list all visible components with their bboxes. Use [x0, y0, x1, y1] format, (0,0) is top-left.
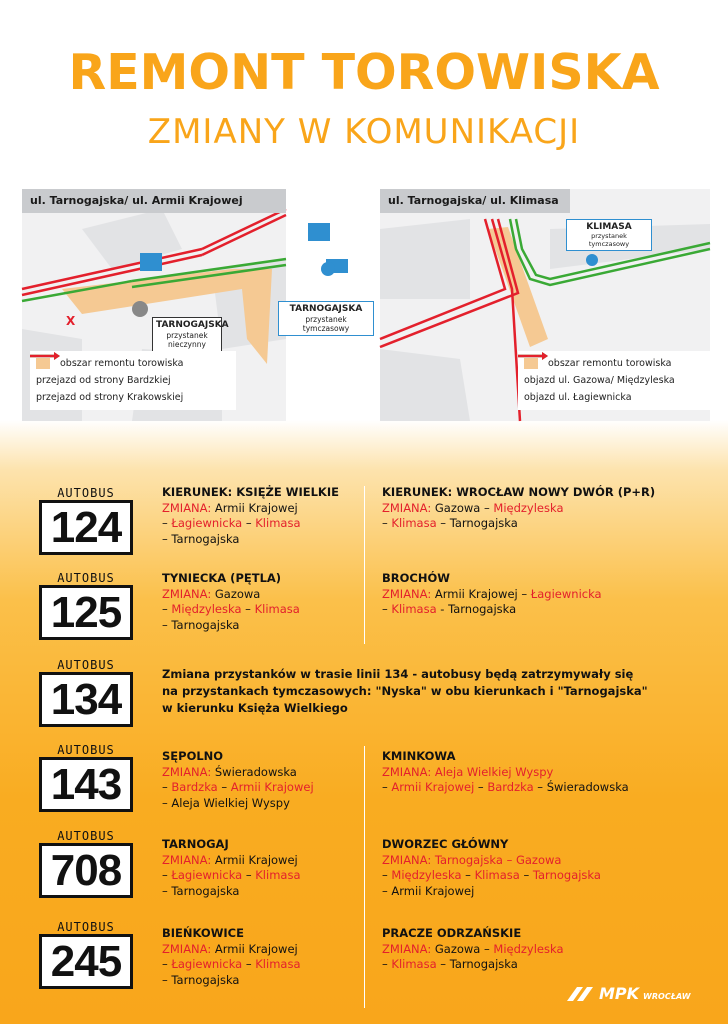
route-143-right: KMINKOWA ZMIANA: Aleja Wielkiej Wyspy – Armii Krajowej – Bardzka – Świeradowska: [382, 749, 629, 794]
mpk-logo: MPK WROCŁAW: [565, 978, 715, 1008]
page-subtitle: ZMIANY W KOMUNIKACJI: [147, 112, 581, 152]
map-klimasa: [380, 189, 710, 421]
bus-134: AUTOBUS 134: [39, 658, 133, 727]
route-125-right: BROCHÓW ZMIANA: Armii Krajowej – Łagiewnicka – Klimasa - Tarnogajska: [382, 571, 602, 616]
column-divider: [364, 746, 365, 1008]
column-divider: [364, 486, 365, 644]
legend-red-route: przejazd od strony Krakowskiej: [36, 389, 230, 406]
route-708-left: TARNOGAJ ZMIANA: Armii Krajowej – Łagiewnicka – Klimasa – Tarnogajska: [162, 837, 301, 898]
bus-245: AUTOBUS 245: [39, 920, 133, 989]
stop-tarnogajska-closed: TARNOGAJSKA przystanek nieczynny: [152, 317, 222, 352]
legend-red-route: objazd ul. Łagiewnicka: [524, 389, 704, 406]
bus-number: 143: [39, 757, 133, 812]
bus-number: 245: [39, 934, 133, 989]
page-title: REMONT TOROWISKA: [68, 44, 660, 101]
legend-repair-area: obszar remontu torowiska: [524, 355, 704, 372]
route-143-left: SĘPOLNO ZMIANA: Świeradowska – Bardzka – Armii Krajowej – Aleja Wielkiej Wyspy: [162, 749, 314, 810]
route-245-right: PRACZE ODRZAŃSKIE ZMIANA: Gazowa – Międzyleska – Klimasa – Tarnogajska: [382, 926, 564, 971]
bus-125: AUTOBUS 125: [39, 571, 133, 640]
legend-green-route: objazd ul. Gazowa/ Międzyleska: [524, 372, 704, 389]
map2-legend: [518, 351, 710, 410]
svg-text:X: X: [66, 314, 76, 328]
map-armii-krajowej: [22, 189, 363, 421]
bus-143: AUTOBUS 143: [39, 743, 133, 812]
legend-green-route: przejazd od strony Bardzkiej: [36, 372, 230, 389]
bus-124: AUTOBUS 124: [39, 486, 133, 555]
route-124-left: KIERUNEK: KSIĘŻE WIELKIE ZMIANA: Armii Krajowej – Łagiewnicka – Klimasa – Tarnogajska: [162, 485, 339, 546]
map2-header: ul. Tarnogajska/ ul. Klimasa: [380, 189, 570, 213]
mpk-logo-icon: [565, 983, 595, 1003]
route-124-right: KIERUNEK: WROCŁAW NOWY DWÓR (P+R) ZMIANA: Gazowa – Międzyleska – Klimasa – Tarnogajska: [382, 485, 656, 530]
bus-number: 125: [39, 585, 133, 640]
route-125-left: TYNIECKA (PĘTLA) ZMIANA: Gazowa – Międzyleska – Klimasa – Tarnogajska: [162, 571, 300, 632]
bus-708: AUTOBUS 708: [39, 829, 133, 898]
map1-header: ul. Tarnogajska/ ul. Armii Krajowej: [22, 189, 286, 213]
stop-tarnogajska-temporary: TARNOGAJSKA przystanek tymczasowy: [278, 301, 374, 336]
stop-klimasa-temporary: KLIMASA przystanek tymczasowy: [566, 219, 652, 251]
legend-repair-area: obszar remontu torowiska: [36, 355, 230, 372]
bus-number: 124: [39, 500, 133, 555]
route-134-note: Zmiana przystanków w trasie linii 134 - autobusy będą zatrzymywały się na przystankach tymczasowych: "Nyska" w obu kierunkach i "Tarnogajska" w kierunku Księża Wielkiego: [162, 667, 648, 715]
bus-number: 134: [39, 672, 133, 727]
route-708-right: DWORZEC GŁÓWNY ZMIANA: Tarnogajska – Gazowa – Międzyleska – Klimasa – Tarnogajska – Armii Krajowej: [382, 837, 601, 898]
map1-legend: [30, 351, 236, 410]
route-245-left: BIEŃKOWICE ZMIANA: Armii Krajowej – Łagiewnicka – Klimasa – Tarnogajska: [162, 926, 301, 987]
bus-number: 708: [39, 843, 133, 898]
